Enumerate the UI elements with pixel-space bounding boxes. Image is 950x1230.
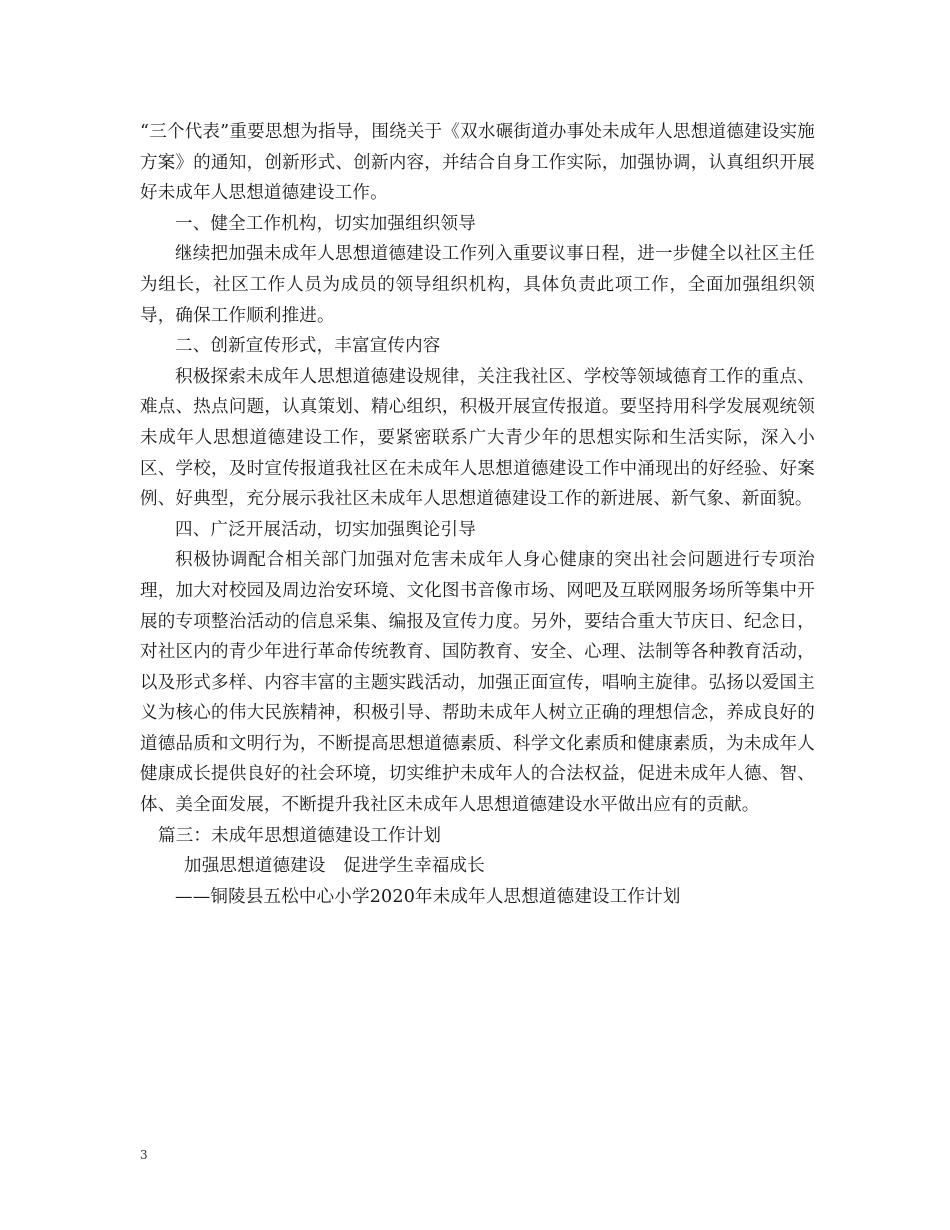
paragraph-section-2: 积极探索未成年人思想道德建设规律，关注我社区、学校等领域德育工作的重点、难点、热点问题，认真策划、精心组织，积极开展宣传报道。要坚持用科学发展观统领未成年人思想道德建设工作，要紧密联系广大青少年的思想实际和生活实际，深入小区、学校，及时宣传报道我社区在未成年人思想道德建设工作中涌现出的好经验、好案例、好典型，充分展示我社区未成年人思想道德建设工作的新进展、新气象、新面貌。 <box>140 366 815 510</box>
body-text <box>140 117 815 912</box>
paragraph-intro: “三个代表”重要思想为指导，围绕关于《双水碾街道办事处未成年人思想道德建设实施方案》的通知，创新形式、创新内容，并结合自身工作实际，加强协调，认真组织开展好未成年人思想道德建设工作。 <box>140 122 815 204</box>
paragraph-section-4: 积极协调配合相关部门加强对危害未成年人身心健康的突出社会问题进行专项治理，加大对校园及周边治安环境、文化图书音像市场、网吧及互联网服务场所等集中开展的专项整治活动的信息采集、编报及宣传力度。另外，要结合重大节庆日、纪念日，对社区内的青少年进行革命传统教育、国防教育、安全、心理、法制等各种教育活动，以及形式多样、内容丰富的主题实践活动，加强正面宣传，唱响主旋律。弘扬以爱国主义为核心的伟大民族精神，积极引导、帮助未成年人树立正确的理想信念，养成良好的道德品质和文明行为，不断提高思想道德素质、科学文化素质和健康素质，为未成年人健康成长提供良好的社会环境，切实维护未成年人的合法权益，促进未成年人德、智、体、美全面发展，不断提升我社区未成年人思想道德建设水平做出应有的贡献。 <box>140 550 815 816</box>
section-heading-1: 一、健全工作机构，切实加强组织领导 <box>175 213 476 234</box>
section-heading-2: 二、创新宣传形式，丰富宣传内容 <box>175 336 441 357</box>
page-number: 3 <box>140 1148 148 1162</box>
chapter-subtitle: 加强思想道德建设 促进学生幸福成长 <box>184 856 485 877</box>
chapter-title: 篇三：未成年思想道德建设工作计划 <box>158 825 442 846</box>
section-heading-4: 四、广泛开展活动，切实加强舆论引导 <box>175 519 476 540</box>
paragraph-section-1: 继续把加强未成年人思想道德建设工作列入重要议事日程，进一步健全以社区主任为组长，社区工作人员为成员的领导组织机构，具体负责此项工作，全面加强组织领导，确保工作顺利推进。 <box>140 244 815 326</box>
chapter-plan-title: ——铜陵县五松中心小学2020年未成年人思想道德建设工作计划 <box>175 886 681 907</box>
